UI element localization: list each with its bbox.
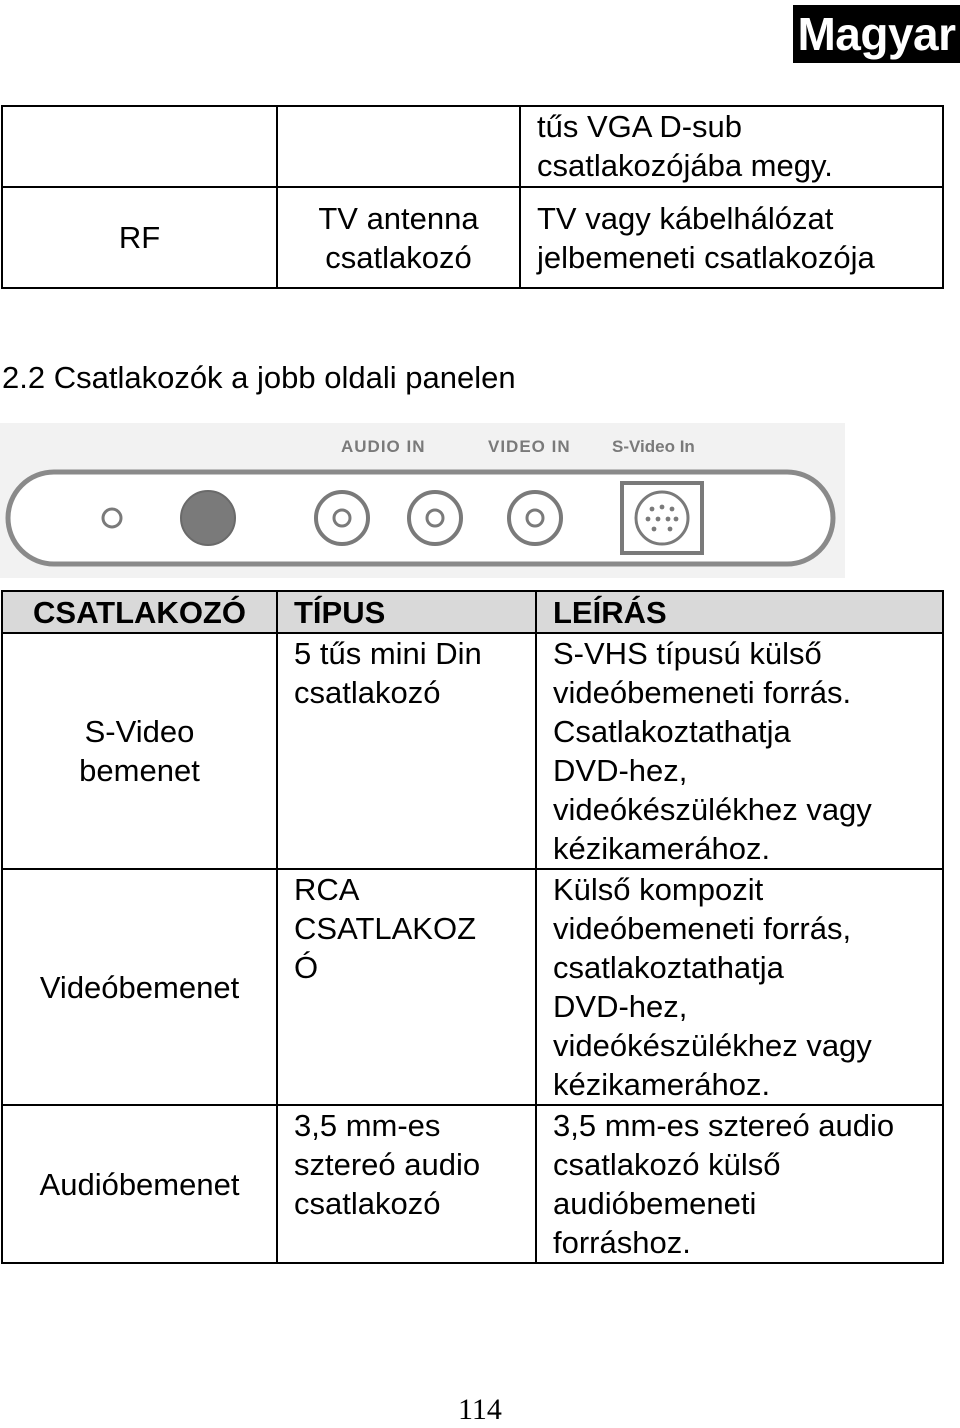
- connector-type: TV antenna csatlakozó: [318, 200, 479, 275]
- connector-description: tűs VGA D-sub csatlakozójába megy.: [537, 109, 833, 183]
- description-cell: [520, 106, 943, 187]
- header-description: LEÍRÁS: [536, 591, 943, 633]
- audio-in-label: AUDIO IN: [341, 437, 426, 456]
- connectors-table: [1, 590, 944, 1264]
- connector-cell: [2, 633, 277, 869]
- connector-cell: [2, 1105, 277, 1263]
- svideo-in-label: S-Video In: [612, 437, 695, 456]
- type-cell: [277, 1105, 536, 1263]
- connector-name: S-Video bemenet: [79, 714, 200, 788]
- connector-type: RCA CSATLAKOZ Ó: [294, 872, 477, 985]
- svideo-port-icon: [622, 483, 702, 553]
- language-badge: Magyar: [793, 5, 960, 63]
- small-hole-icon: [103, 509, 121, 527]
- video-jack-icon: [409, 492, 461, 544]
- type-cell: [277, 106, 520, 187]
- connector-cell: [2, 187, 277, 288]
- audio-jack-icon: [316, 492, 368, 544]
- connector-name: Audióbemenet: [39, 1166, 240, 1202]
- connector-cell: [2, 106, 277, 187]
- connector-type: 5 tűs mini Din csatlakozó: [294, 636, 482, 710]
- description-cell: [520, 187, 943, 288]
- round-button-icon: [181, 491, 235, 545]
- connector-description: 3,5 mm-es sztereó audio csatlakozó külső audióbemeneti forráshoz.: [553, 1108, 895, 1260]
- previous-connectors-table: [1, 105, 944, 289]
- video-in-label: VIDEO IN: [488, 437, 571, 456]
- rca-jack-icon: [509, 492, 561, 544]
- table-row: [2, 1105, 943, 1263]
- table-row: [2, 633, 943, 869]
- connector-type: 3,5 mm-es sztereó audio csatlakozó: [294, 1108, 481, 1221]
- page-number: 114: [458, 1393, 502, 1426]
- description-cell: [536, 1105, 943, 1263]
- type-cell: [277, 633, 536, 869]
- type-cell: [277, 869, 536, 1105]
- type-cell: [277, 187, 520, 288]
- section-title: 2.2 Csatlakozók a jobb oldali panelen: [2, 360, 516, 395]
- table-row: [2, 869, 943, 1105]
- header-type: TÍPUS: [277, 591, 536, 633]
- table-row: [2, 106, 943, 187]
- connector-description: S-VHS típusú külső videóbemeneti forrás. Csatlakoztathatja DVD-hez, videókészülékhez vagy kézikamerához.: [553, 636, 872, 866]
- right-panel-illustration: [0, 423, 845, 578]
- connector-name: Videóbemenet: [39, 969, 240, 1005]
- header-connector: CSATLAKOZÓ: [2, 591, 277, 633]
- table-header-row: [2, 591, 943, 633]
- description-cell: [536, 869, 943, 1105]
- table-row: [2, 187, 943, 288]
- connector-name: RF: [118, 220, 161, 255]
- connector-cell: [2, 869, 277, 1105]
- connector-description: TV vagy kábelhálózat jelbemeneti csatlakozója: [537, 200, 875, 275]
- connector-description: Külső kompozit videóbemeneti forrás, csatlakoztathatja DVD-hez, videókészülékhez vagy kézikamerához.: [553, 872, 872, 1102]
- description-cell: [536, 633, 943, 869]
